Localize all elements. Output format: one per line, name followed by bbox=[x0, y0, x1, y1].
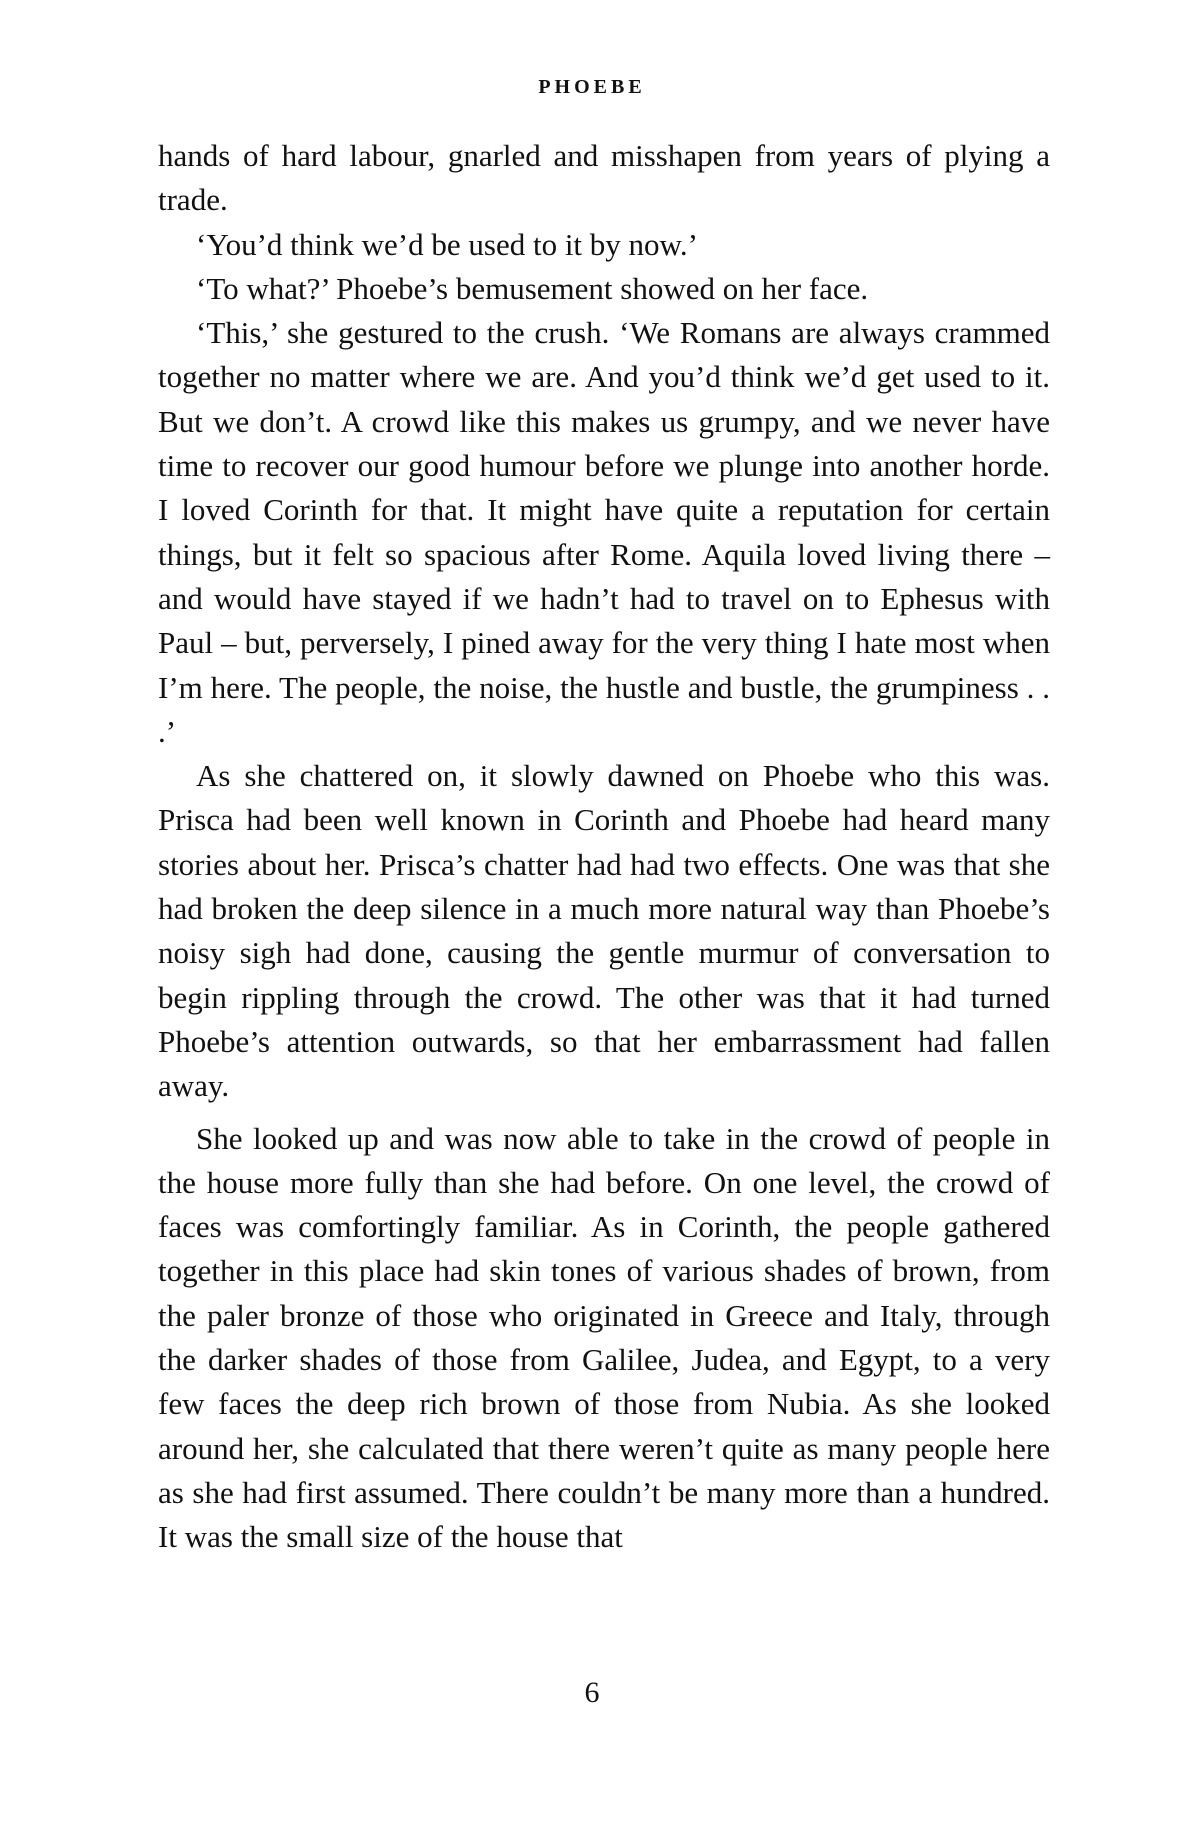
running-head: PHOEBE bbox=[538, 76, 646, 98]
page-number: 6 bbox=[584, 1676, 600, 1709]
paragraph-dialogue-1: ‘You’d think we’d be used to it by now.’ bbox=[196, 226, 698, 262]
paragraph-prisca-speech: ‘This,’ she gestured to the crush. ‘We Romans are always crammed together no matter where we are. And you’d think we’d get used to it. But we don’t. A crowd like this makes us grumpy, and we never have time to recover our good humour before we plunge into another horde. I loved Corinth for that. It might have quite a reputation for certain things, but it felt so spacious after Rome. Aquila loved living there – and would have stayed if we hadn’t had to travel on to Ephesus with Paul – but, perversely, I pined away for the very thing I hate most when I’m here. The people, the noise, the hustle and bustle, the grumpiness . . .’ bbox=[158, 315, 1050, 749]
paragraph-continuation: hands of hard labour, gnarled and misshapen from years of plying a trade. bbox=[158, 138, 1050, 218]
paragraph-narration-2: She looked up and was now able to take in the crowd of people in the house more fully than she had before. On one level, the crowd of faces was comfortingly familiar. As in Corinth, the people gathered together in this place had skin tones of various shades of brown, from the paler bronze of those who originated in Greece and Italy, through the darker shades of those from Galilee, Judea, and Egypt, to a very few faces the deep rich brown of those from Nubia. As she looked around her, she calculated that there weren’t quite as many people here as she had first assumed. There couldn’t be many more than a hundred. It was the small size of the house that bbox=[158, 1120, 1050, 1555]
paragraph-dialogue-2: ‘To what?’ Phoebe’s bemusement showed on her face. bbox=[196, 270, 869, 306]
paragraph-narration-1: As she chattered on, it slowly dawned on Phoebe who this was. Prisca had been well known in Corinth and Phoebe had heard many stories about her. Prisca’s chatter had had two effects. One was that she had broken the deep silence in a much more natural way than Phoebe’s noisy sigh had done, causing the gentle murmur of conversation to begin rippling through the crowd. The other was that it had turned Phoebe’s attention outwards, so that her embarrassment had fallen away. bbox=[158, 758, 1050, 1104]
body-text bbox=[158, 134, 1050, 1560]
